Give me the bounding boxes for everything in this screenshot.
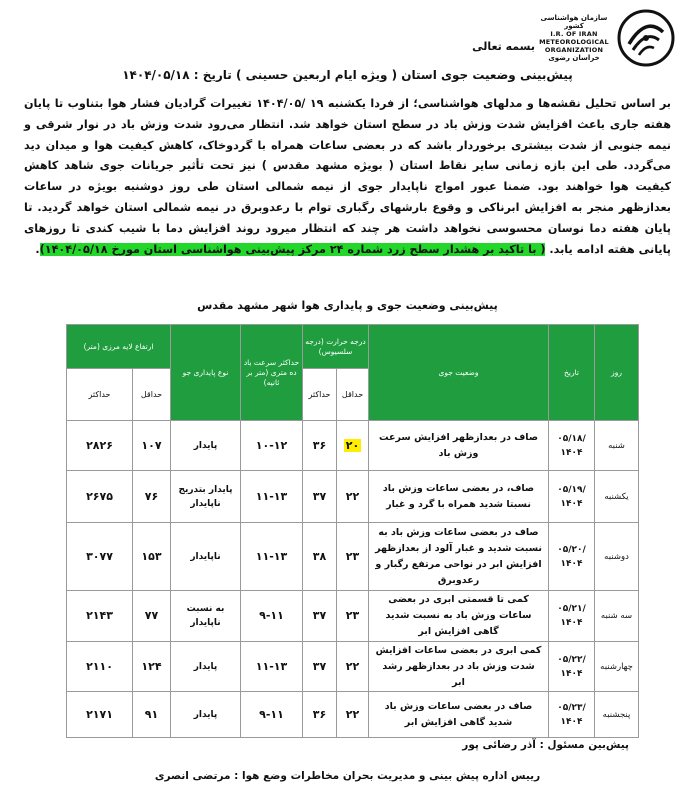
row-date-year: ۱۴۰۴ bbox=[560, 447, 583, 458]
row-date-year: ۱۴۰۴ bbox=[560, 668, 583, 679]
row-wind: ۱۱-۱۳ bbox=[241, 523, 303, 591]
row-stability: ناپایدار bbox=[171, 523, 241, 591]
row-temp-max: ۳۸ bbox=[303, 523, 337, 591]
row-temp-min bbox=[337, 421, 369, 471]
row-mix-min: ۱۲۴ bbox=[133, 642, 171, 692]
row-wind: ۱۱-۱۳ bbox=[241, 471, 303, 523]
row-mix-max: ۲۱۱۰ bbox=[67, 642, 133, 692]
organization-name bbox=[539, 14, 609, 62]
table-row bbox=[67, 692, 639, 738]
row-condition: صاف، در بعضی ساعات وزش باد نسبتا شدید همراه با گرد و غبار bbox=[369, 471, 549, 523]
row-temp-min: ۲۳ bbox=[337, 591, 369, 642]
header-condition: وضعیت جوی bbox=[369, 325, 549, 421]
table-row bbox=[67, 471, 639, 523]
row-temp-min: ۲۲ bbox=[337, 692, 369, 738]
row-date-md: /۰۵/۲۳ bbox=[557, 702, 586, 713]
table-title: پیش‌بینی وضعیت جوی و پایداری هوا شهر مشهد مقدس bbox=[197, 299, 498, 312]
header-mix-min: حداقل bbox=[133, 369, 171, 421]
row-day: دوشنبه bbox=[595, 523, 639, 591]
row-wind: ۹-۱۱ bbox=[241, 591, 303, 642]
row-date-md: /۰۵/۲۰ bbox=[557, 544, 586, 555]
row-mix-max: ۳۰۷۷ bbox=[67, 523, 133, 591]
header-date: تاریخ bbox=[549, 325, 595, 421]
row-day: شنبه bbox=[595, 421, 639, 471]
row-mix-min: ۱۵۳ bbox=[133, 523, 171, 591]
row-condition: صاف در بعضی ساعات وزش باد شدید گاهی افزایش ابر bbox=[369, 692, 549, 738]
row-condition: صاف در بعدازظهر افزایش سرعت وزش باد bbox=[369, 421, 549, 471]
row-mix-min: ۱۰۷ bbox=[133, 421, 171, 471]
row-mix-max: ۲۸۲۶ bbox=[67, 421, 133, 471]
org-name-en-1: I.R. OF IRAN bbox=[550, 30, 598, 38]
table-row bbox=[67, 591, 639, 642]
row-stability: پایدار bbox=[171, 692, 241, 738]
table-row bbox=[67, 523, 639, 591]
header-mixing-height: ارتفاع لایه مرزی (متر) bbox=[67, 325, 171, 369]
row-temp-min: ۲۲ bbox=[337, 471, 369, 523]
header-temp-max: حداکثر bbox=[303, 369, 337, 421]
page-title: پیش‌بینی وضعیت جوی استان ( ویژه ایام اربعین حسینی ) تاریخ : ۱۴۰۴/۰۵/۱۸ bbox=[122, 68, 573, 82]
org-name-en-3: ORGANIZATION bbox=[544, 46, 604, 54]
org-name-fa: سازمان هواشناسی کشور bbox=[540, 14, 608, 30]
row-date-md: /۰۵/۲۲ bbox=[557, 654, 586, 665]
row-condition: صاف در بعضی ساعات وزش باد به نسبت شدید و غبار آلود از بعدازظهر افزایش ابر در نواحی مرتفع رگبار و رعدوبرق bbox=[369, 523, 549, 591]
row-date bbox=[549, 421, 595, 471]
row-date-md: /۰۵/۱۹ bbox=[557, 484, 586, 495]
forecast-table bbox=[66, 324, 639, 738]
row-mix-min: ۷۶ bbox=[133, 471, 171, 523]
table-row bbox=[67, 421, 639, 471]
row-date bbox=[549, 591, 595, 642]
meteorological-organization-logo-icon bbox=[615, 8, 677, 68]
row-temp-max: ۳۷ bbox=[303, 591, 337, 642]
row-date-year: ۱۴۰۴ bbox=[560, 498, 583, 509]
row-condition: کمی ابری در بعضی ساعات افزایش شدت وزش باد در بعدازظهر رشد ابر bbox=[369, 642, 549, 692]
row-stability: پایدار bbox=[171, 421, 241, 471]
row-day: یکشنبه bbox=[595, 471, 639, 523]
header-day: روز bbox=[595, 325, 639, 421]
highlighted-temp-min: ۲۰ bbox=[345, 438, 360, 452]
forecast-paragraph bbox=[24, 94, 671, 260]
row-day: پنجشنبه bbox=[595, 692, 639, 738]
row-condition: کمی تا قسمتی ابری در بعضی ساعات وزش باد به نسبت شدید گاهی افزایش ابر bbox=[369, 591, 549, 642]
row-temp-max: ۳۶ bbox=[303, 692, 337, 738]
row-date bbox=[549, 523, 595, 591]
org-name-en-2: METEOROLOGICAL bbox=[539, 38, 609, 46]
row-mix-min: ۹۱ bbox=[133, 692, 171, 738]
row-date bbox=[549, 471, 595, 523]
row-stability: به نسبت ناپایدار bbox=[171, 591, 241, 642]
row-date bbox=[549, 642, 595, 692]
org-province: خراسان رضوی bbox=[548, 54, 600, 62]
header-wind: حداکثر سرعت باد ده متری (متر بر ثانیه) bbox=[241, 325, 303, 421]
header-temp-min: حداقل bbox=[337, 369, 369, 421]
row-date-year: ۱۴۰۴ bbox=[560, 618, 583, 628]
row-wind: ۱۰-۱۲ bbox=[241, 421, 303, 471]
row-mix-max: ۲۶۷۵ bbox=[67, 471, 133, 523]
row-date-md: /۰۵/۱۸ bbox=[557, 433, 586, 444]
row-wind: ۱۱-۱۳ bbox=[241, 642, 303, 692]
row-stability: پایدار bbox=[171, 642, 241, 692]
table-row bbox=[67, 642, 639, 692]
row-temp-max: ۳۷ bbox=[303, 642, 337, 692]
row-date bbox=[549, 692, 595, 738]
row-mix-max: ۲۱۴۳ bbox=[67, 591, 133, 642]
responsible-forecaster: پیش‌بین مسئول : آذر رضائی پور bbox=[462, 739, 629, 751]
paragraph-end: . bbox=[35, 242, 40, 256]
row-stability: پایدار بتدریج ناپایدار bbox=[171, 471, 241, 523]
row-date-md: /۰۵/۲۱ bbox=[557, 604, 586, 614]
paragraph-main: بر اساس تحلیل نقشه‌ها و مدلهای هواشناسی؛ از فردا یکشنبه ۱۹ /۱۴۰۴/۰۵ تغییرات گرادیان فشار هوا بتناوب تا پایان هفته جاری باعث افزایش شدت وزش باد در سطح استان خواهد شد. انتظار می‌رود شدت وزش باد در نوار شرقی و نیمه جنوبی از شدت بیشتری برخوردار باشد که در بعضی ساعات همراه با گردوخاک، کاهش کیفیت هوا و میدان دید می‌گردد. طی این بازه زمانی سایر نقاط استان ( بویژه مشهد مقدس ) نیز تحت تأثیر جریانات جوی شاهد کاهش کیفیت هوا خواهند بود. ضمنا عبور امواج ناپایدار جوی از نیمه شمالی استان طی روز دوشنبه بویژه در ساعات بعدازظهر منجر به افزایش ابرناکی و وقوع بارشهای رگباری توام با رعدوبرق در نیمه شمالی استان خواهد گردید. تا پایان هفته دما نوسان محسوسی نخواهد داشت هر چند که انتظار میرود روند افزایش دما با شیب کندی تا روزهای پایانی هفته ادامه یابد. bbox=[24, 97, 671, 256]
row-temp-max: ۳۶ bbox=[303, 421, 337, 471]
row-temp-min: ۲۲ bbox=[337, 642, 369, 692]
warning-highlight: ( با تاکید بر هشدار سطح زرد شماره ۲۴ مرکز پیش‌بینی هواشناسی استان مورخ ۱۴۰۴/۰۵/۱۸) bbox=[39, 242, 546, 256]
row-mix-min: ۷۷ bbox=[133, 591, 171, 642]
row-temp-max: ۳۷ bbox=[303, 471, 337, 523]
header-temperature: درجه حرارت (درجه سلسیوس) bbox=[303, 325, 369, 369]
row-day: سه شنبه bbox=[595, 591, 639, 642]
row-wind: ۹-۱۱ bbox=[241, 692, 303, 738]
department-chief: رییس اداره پیش بینی و مدیریت بحران مخاطرات وضع هوا : مرتضی انصری bbox=[154, 770, 541, 782]
row-date-year: ۱۴۰۴ bbox=[560, 716, 583, 727]
row-temp-min: ۲۳ bbox=[337, 523, 369, 591]
header-mix-max: حداکثر bbox=[67, 369, 133, 421]
row-day: چهارشنبه bbox=[595, 642, 639, 692]
row-mix-max: ۲۱۷۱ bbox=[67, 692, 133, 738]
row-date-year: ۱۴۰۴ bbox=[560, 558, 583, 569]
basmala: بسمه تعالی bbox=[472, 40, 535, 53]
header-stability: نوع پایداری جو bbox=[171, 325, 241, 421]
